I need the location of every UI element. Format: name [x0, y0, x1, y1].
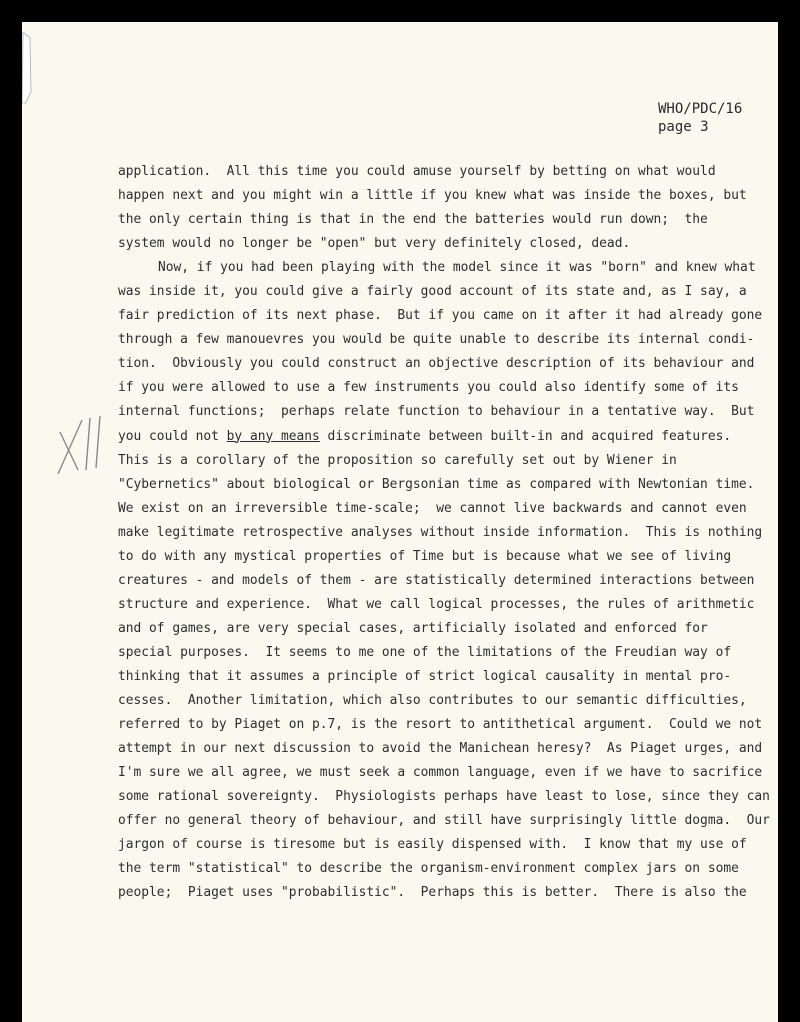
text-line: through a few manouevres you would be quite unable to describe its internal condi- [118, 332, 755, 348]
text-line: "Cybernetics" about biological or Bergsonian time as compared with Newtonian time. [118, 476, 755, 492]
text-line: people; Piaget uses "probabilistic". Perhaps this is better. There is also the [118, 885, 747, 901]
text-line: creatures - and models of them - are statistically determined interactions between [118, 572, 755, 588]
text-fragment: discriminate between built-in and acquired features. [319, 428, 732, 444]
text-line: structure and experience. What we call logical processes, the rules of arithmetic [118, 596, 755, 612]
text-line: fair prediction of its next phase. But if you came on it after it had already gone [118, 308, 763, 324]
text-line: internal functions; perhaps relate function to behaviour in a tentative way. But [118, 404, 755, 420]
text-line: the only certain thing is that in the end the batteries would run down; the [118, 212, 708, 228]
text-line-underlined [118, 425, 748, 449]
text-line: This is a corollary of the proposition so carefully set out by Wiener in [118, 452, 677, 468]
text-line: system would no longer be "open" but very definitely closed, dead. [118, 236, 631, 252]
page-number: page 3 [658, 119, 709, 135]
underlined-phrase: by any means [226, 428, 320, 444]
text-line: was inside it, you could give a fairly good account of its state and, as I say, a [118, 284, 747, 300]
text-line: application. All this time you could amuse yourself by betting on what would [118, 164, 716, 179]
document-header [658, 100, 742, 136]
text-fragment: you could not [118, 428, 227, 444]
text-line: special purposes. It seems to me one of the limitations of the Freudian way of [118, 644, 732, 660]
handwritten-margin-annotation [56, 412, 116, 482]
text-line: tion. Obviously you could construct an objective description of its behaviour and [118, 356, 755, 372]
document-page [22, 22, 778, 1022]
text-line: Now, if you had been playing with the model since it was "born" and knew what [158, 260, 756, 276]
text-line: thinking that it assumes a principle of strict logical causality in mental pro- [118, 668, 732, 684]
text-line: I'm sure we all agree, we must seek a common language, even if we have to sacrifice [118, 765, 763, 781]
document-reference: WHO/PDC/16 [658, 101, 743, 117]
text-line: jargon of course is tiresome but is easily dispensed with. I know that my use of [118, 837, 747, 853]
text-line: cesses. Another limitation, which also contributes to our semantic difficulties, [118, 693, 747, 709]
paper-clip-tab [22, 32, 34, 104]
text-line: offer no general theory of behaviour, and still have surprisingly little dogma. Our [118, 813, 770, 829]
text-line: the term "statistical" to describe the organism-environment complex jars on some [118, 861, 739, 877]
text-line: make legitimate retrospective analyses without inside information. This is nothing [118, 524, 763, 540]
text-line: happen next and you might win a little if you knew what was inside the boxes, but [118, 188, 747, 204]
text-line: to do with any mystical properties of Time but is because what we see of living [118, 548, 732, 564]
text-line: and of games, are very special cases, artificially isolated and enforced for [118, 620, 708, 636]
text-line: some rational sovereignty. Physiologists perhaps have least to lose, since they can [118, 789, 770, 805]
text-line: referred to by Piaget on p.7, is the resort to antithetical argument. Could we not [118, 717, 763, 733]
text-line: attempt in our next discussion to avoid the Manichean heresy? As Piaget urges, and [118, 741, 763, 757]
body-text [118, 160, 770, 905]
text-line: We exist on an irreversible time-scale; we cannot live backwards and cannot even [118, 500, 747, 516]
text-line: if you were allowed to use a few instruments you could also identify some of its [118, 380, 739, 396]
